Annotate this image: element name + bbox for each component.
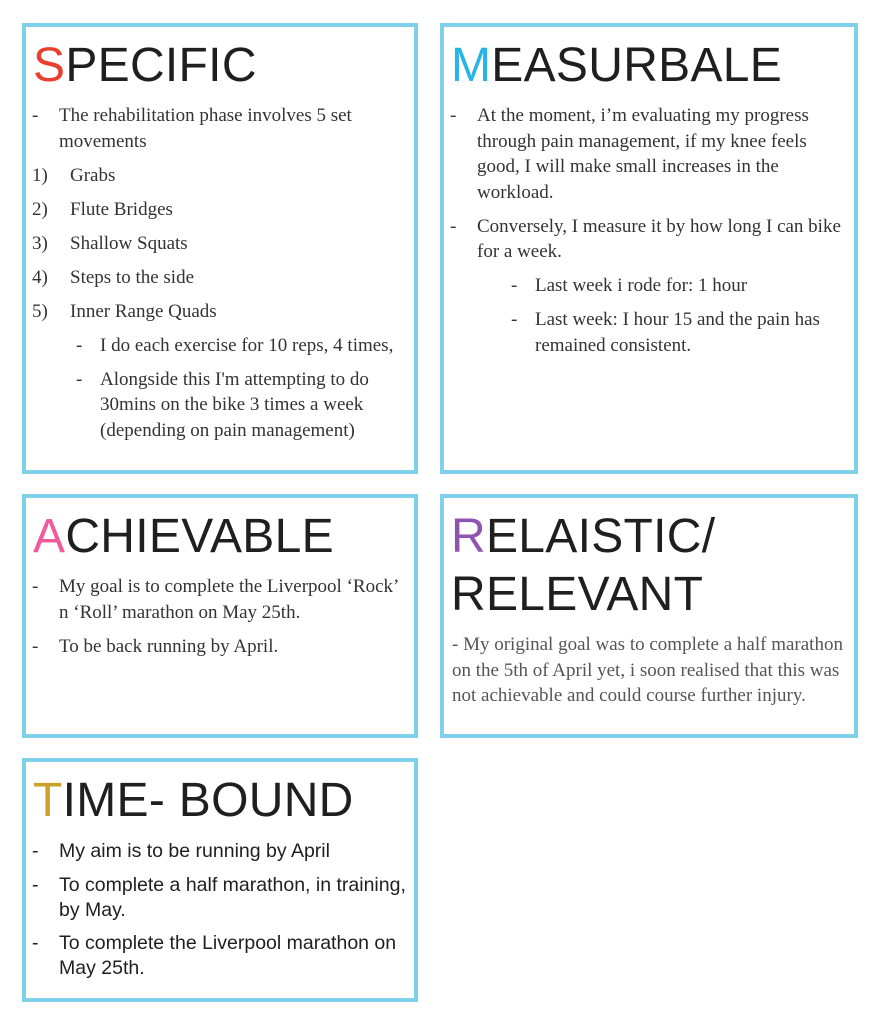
measurable-card <box>440 23 858 474</box>
relevant-initial: R <box>451 510 486 563</box>
list-text: The rehabilitation phase involves 5 set movements <box>59 105 352 152</box>
list-item <box>32 265 408 291</box>
list-marker: - <box>76 334 83 356</box>
relevant-title-line2: RELEVANT <box>451 568 704 621</box>
list-marker: - <box>511 275 518 296</box>
list-marker: - <box>32 105 39 126</box>
list-text: Grabs <box>70 164 116 186</box>
list-marker: - <box>450 105 457 126</box>
specific-list <box>32 103 408 452</box>
list-text: Last week: I hour 15 and the pain has remained consistent. <box>535 309 820 356</box>
timebound-card <box>22 758 418 1002</box>
list-text: Inner Range Quads <box>70 300 217 322</box>
list-text: My aim is to be running by April <box>59 840 330 862</box>
list-marker: 3) <box>32 232 48 254</box>
measurable-initial: M <box>451 39 492 92</box>
specific-card <box>22 23 418 474</box>
timebound-title <box>33 774 354 828</box>
list-item <box>450 214 848 265</box>
list-text: Alongside this I'm attempting to do 30mins on the bike 3 times a week (depending on pain management) <box>100 368 369 441</box>
list-item <box>32 634 408 660</box>
list-marker: 1) <box>32 164 48 186</box>
list-item <box>32 197 408 223</box>
measurable-title-rest: EASURBALE <box>491 39 783 92</box>
list-item <box>32 839 408 864</box>
achievable-title <box>33 510 334 564</box>
list-item <box>32 231 408 257</box>
list-marker: - <box>450 215 457 237</box>
list-item <box>511 273 848 299</box>
list-marker: - <box>76 368 83 390</box>
list-marker: 5) <box>32 300 48 322</box>
achievable-title-rest: CHIEVABLE <box>65 510 334 563</box>
list-text: Steps to the side <box>70 266 195 288</box>
list-text: At the moment, i’m evaluating my progress through pain management, if my knee feels good, I will make small increases in the workload. <box>477 105 809 203</box>
achievable-card <box>22 494 418 738</box>
list-text: My goal is to complete the Liverpool ‘Rock’ n ‘Roll’ marathon on May 25th. <box>59 576 398 623</box>
list-text: Conversely, I measure it by how long I can bike for a week. <box>477 215 841 262</box>
relevant-text: - My original goal was to complete a half marathon on the 5th of April yet, i soon realised that this was not achievable and could course further injury. <box>452 634 843 706</box>
list-text: Shallow Squats <box>70 232 188 254</box>
list-marker: - <box>32 576 39 597</box>
list-marker: - <box>32 932 39 954</box>
timebound-title-rest: IME- BOUND <box>62 774 354 827</box>
achievable-initial: A <box>33 510 66 563</box>
relevant-title-rest: ELAISTIC/ <box>485 510 716 563</box>
list-item <box>450 103 848 205</box>
list-text: Flute Bridges <box>70 198 173 220</box>
relevant-card <box>440 494 858 738</box>
list-item <box>511 307 848 358</box>
list-marker: 2) <box>32 198 48 220</box>
list-item <box>76 367 408 444</box>
list-marker: - <box>32 635 39 657</box>
list-marker: - <box>32 873 39 896</box>
list-item <box>32 299 408 325</box>
specific-title-rest: PECIFIC <box>65 39 257 92</box>
list-item <box>32 574 408 625</box>
timebound-initial: T <box>33 774 63 827</box>
list-marker: 4) <box>32 266 48 288</box>
relevant-title <box>451 510 715 564</box>
list-text: To complete the Liverpool marathon on May 25th. <box>59 932 397 979</box>
list-item <box>32 873 408 923</box>
measurable-title <box>451 39 782 93</box>
list-text: To complete a half marathon, in training, by May. <box>59 873 406 921</box>
specific-initial: S <box>33 39 66 92</box>
list-text: Last week i rode for: 1 hour <box>535 275 748 296</box>
measurable-list <box>450 103 848 367</box>
list-item <box>32 163 408 189</box>
list-item <box>76 333 408 359</box>
list-text: I do each exercise for 10 reps, 4 times, <box>100 334 394 356</box>
list-item <box>32 931 408 981</box>
specific-title <box>33 39 257 93</box>
list-marker: - <box>511 309 518 330</box>
achievable-list <box>32 574 408 668</box>
timebound-list <box>32 839 408 990</box>
list-marker: - <box>32 840 39 862</box>
list-text: To be back running by April. <box>59 635 279 657</box>
list-item <box>32 103 408 154</box>
